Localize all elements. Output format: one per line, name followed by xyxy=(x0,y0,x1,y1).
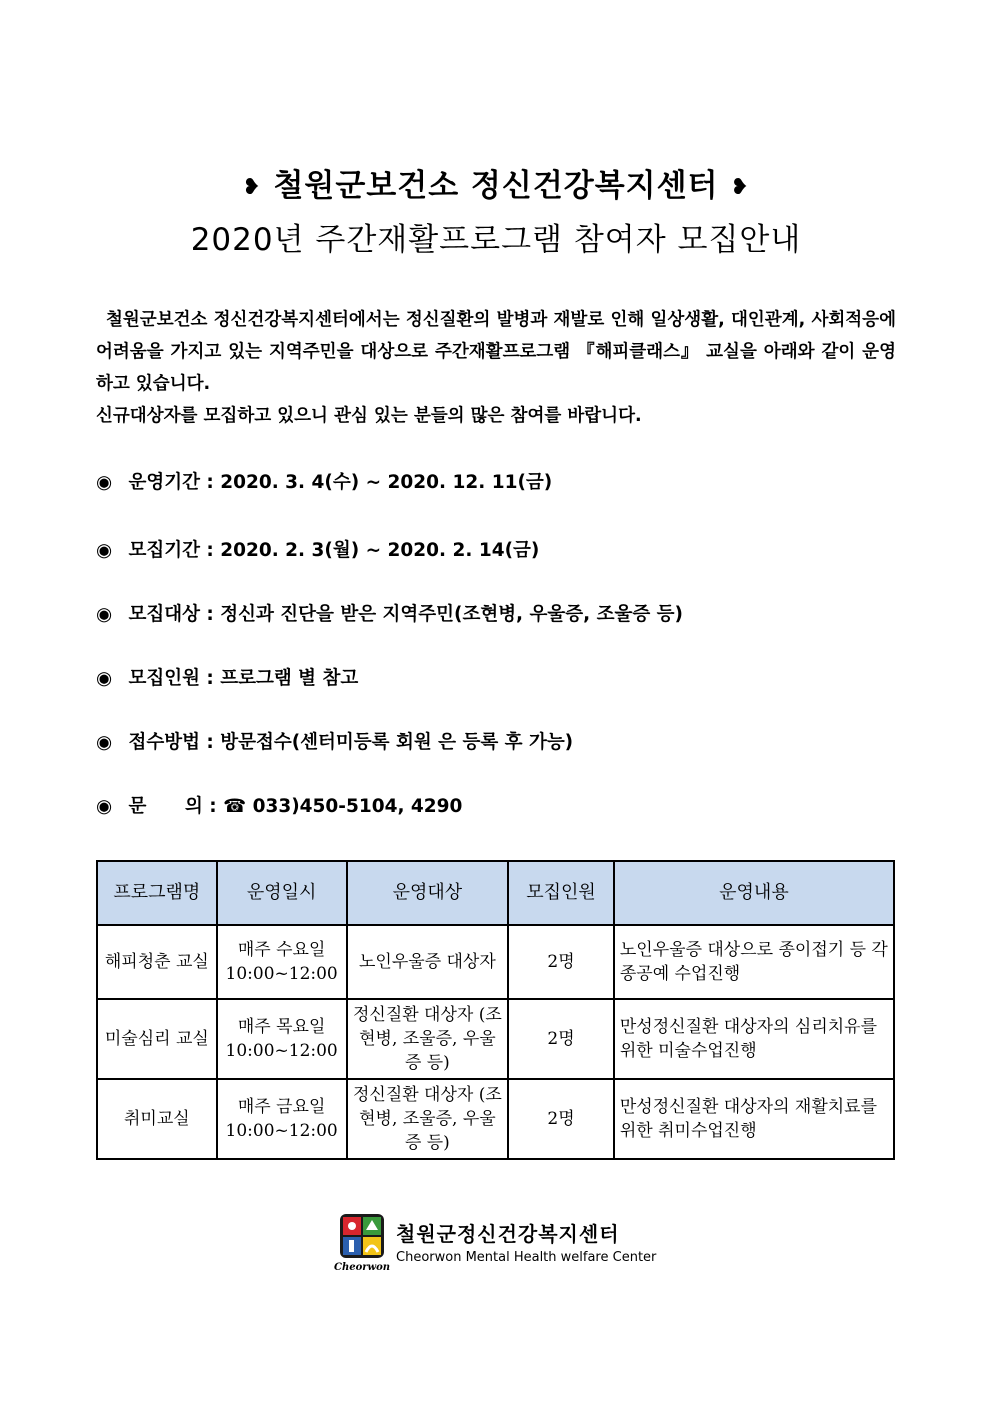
info-method: ◉ 접수방법 : 방문접수(센터미등록 회원 은 등록 후 가능) xyxy=(96,732,574,753)
cell-count: 2명 xyxy=(508,925,614,999)
info-target: ◉ 모집대상 : 정신과 진단을 받은 지역주민(조현병, 우울증, 조울증 등) xyxy=(96,604,683,625)
header-count: 모집인원 xyxy=(508,861,614,925)
header-content: 운영내용 xyxy=(614,861,894,925)
cell-schedule: 매주 금요일 10:00~12:00 xyxy=(217,1079,347,1159)
cell-count: 2명 xyxy=(508,999,614,1079)
circle-bullet-icon: ◉ xyxy=(96,668,113,689)
cell-target: 노인우울증 대상자 xyxy=(347,925,509,999)
info-recruit-period: ◉ 모집기간 : 2020. 2. 3(월) ~ 2020. 2. 14(금) xyxy=(96,540,540,561)
table-row xyxy=(97,999,894,1079)
intro-paragraph-2: 신규대상자를 모집하고 있으니 관심 있는 분들의 많은 참여를 바랍니다. xyxy=(96,406,642,426)
center-name-english: Cheorwon Mental Health welfare Center xyxy=(396,1250,657,1265)
logo-wordmark: Cheorwon xyxy=(334,1262,391,1273)
cell-content: 노인우울증 대상으로 종이접기 등 각종공예 수업진행 xyxy=(614,925,894,999)
cell-count: 2명 xyxy=(508,1079,614,1159)
heart-bullet-icon: ❥ xyxy=(730,175,750,200)
intro-paragraph-1: 철원군보건소 정신건강복지센터에서는 정신질환의 발병과 재발로 인해 일상생활, 대인관계, 사회적응에 어려움을 가지고 있는 지역주민을 대상으로 주간재활프로그램 『해피클래스』 교실을 아래와 같이 운영하고 있습니다. xyxy=(96,310,896,394)
heart-bullet-icon: ❥ xyxy=(242,175,262,200)
program-table xyxy=(96,860,895,1160)
header-schedule: 운영일시 xyxy=(217,861,347,925)
table-header-row xyxy=(97,861,894,925)
table-row xyxy=(97,925,894,999)
cell-schedule: 매주 수요일 10:00~12:00 xyxy=(217,925,347,999)
circle-bullet-icon: ◉ xyxy=(96,472,113,493)
footer xyxy=(336,1212,676,1282)
header-target: 운영대상 xyxy=(347,861,509,925)
info-inquiry: ◉ 문 의 : ☎ 033)450-5104, 4290 xyxy=(96,796,463,817)
title-line-1: ❥ 철원군보건소 정신건강복지센터 ❥ xyxy=(242,168,750,204)
cell-name: 취미교실 xyxy=(97,1079,217,1159)
circle-bullet-icon: ◉ xyxy=(96,796,113,817)
cell-target: 정신질환 대상자 (조현병, 조울증, 우울증 등) xyxy=(347,1079,509,1159)
cell-target: 정신질환 대상자 (조현병, 조울증, 우울증 등) xyxy=(347,999,509,1079)
header-program-name: 프로그램명 xyxy=(97,861,217,925)
circle-bullet-icon: ◉ xyxy=(96,732,113,753)
table-row xyxy=(97,1079,894,1159)
cell-content: 만성정신질환 대상자의 심리치유를 위한 미술수업진행 xyxy=(614,999,894,1079)
intro-text xyxy=(96,304,896,432)
circle-bullet-icon: ◉ xyxy=(96,540,113,561)
circle-bullet-icon: ◉ xyxy=(96,604,113,625)
center-name-korean: 철원군정신건강복지센터 xyxy=(396,1222,620,1246)
info-period: ◉ 운영기간 : 2020. 3. 4(수) ~ 2020. 12. 11(금) xyxy=(96,472,553,493)
cell-content: 만성정신질환 대상자의 재활치료를 위한 취미수업진행 xyxy=(614,1079,894,1159)
info-count: ◉ 모집인원 : 프로그램 별 참고 xyxy=(96,668,359,689)
title-line-2: 2020년 주간재활프로그램 참여자 모집안내 xyxy=(190,222,802,258)
cell-name: 미술심리 교실 xyxy=(97,999,217,1079)
cell-schedule: 매주 목요일 10:00~12:00 xyxy=(217,999,347,1079)
cell-name: 해피청춘 교실 xyxy=(97,925,217,999)
